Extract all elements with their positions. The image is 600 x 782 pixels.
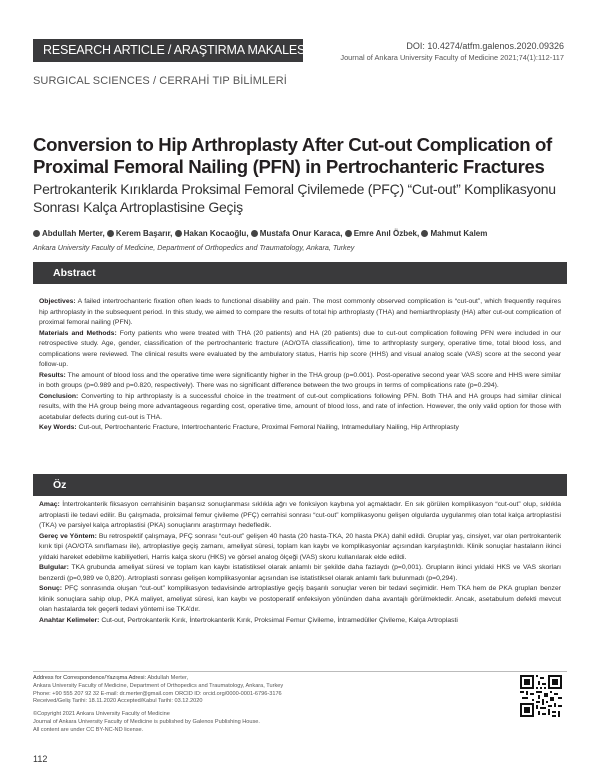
author[interactable]: Mustafa Onur Karaca, (251, 229, 343, 238)
affiliation: Ankara University Faculty of Medicine, Department of Orthopedics and Traumatology, Ankara, Turkey (33, 243, 355, 252)
copyright-line-1: ©Copyright 2021 Ankara University Faculty of Medicine (33, 711, 170, 718)
correspondence-line: Address for Correspondence/Yazışma Adresi: Abdullah Merter, (33, 675, 189, 681)
article-subtitle (33, 180, 578, 216)
author[interactable]: Kerem Başarır, (107, 229, 172, 238)
author[interactable]: Hakan Kocaoğlu, (175, 229, 249, 238)
oz-heading: Öz (33, 474, 567, 496)
copyright-line-2: Journal of Ankara University Faculty of Medicine is published by Galenos Publishing House. (33, 718, 260, 725)
orcid-icon[interactable] (33, 230, 40, 237)
abstract-body (39, 297, 561, 434)
abstract-objectives: Objectives: A failed intertrochanteric fixation often leads to functional disability and pain. The most commonly observed complication is “cut-out”, which frequently requires hip arthroplasty in the subsequent period. In this study, we aimed to compare the results of total hip arthroplasty (THA) and hemiarthroplasty (HA) after cut-out complication of proximal femoral nailing (PFN). (39, 298, 561, 326)
subtitle-line-2: Sonrası Kalça Artroplastisine Geçiş (33, 199, 243, 215)
submission-dates: Received/Geliş Tarihi: 18.11.2020 Accepted/Kabul Tarihi: 03.12.2020 (33, 698, 203, 705)
oz-keywords: Anahtar Kelimeler: Cut-out, Pertrokanterik Kırık, İntertrokanterik Kırık, Proksimal Femur Çivileme, İntramedüller Çivileme, Kalça Artroplasti (39, 616, 458, 624)
orcid-icon[interactable] (421, 230, 428, 237)
article-type-banner: RESEARCH ARTICLE / ARAŞTIRMA MAKALESİ (33, 39, 303, 62)
correspondence-info (33, 675, 453, 735)
orcid-icon[interactable] (107, 230, 114, 237)
article-title (33, 134, 573, 178)
section-label: SURGICAL SCIENCES / CERRAHİ TIP BİLİMLERİ (33, 75, 287, 87)
abstract-heading: Abstract (33, 262, 567, 284)
oz-body (39, 500, 561, 626)
author[interactable]: Mahmut Kalem (421, 229, 487, 238)
oz-yontem: Gereç ve Yöntem: Bu retrospektif çalışmaya, PFÇ sonrası “cut-out” gelişen 40 hasta (20 hasta-TKA, 20 hasta PKA) dahil edildi. Gruplar yaş, cinsiyet, var olan pertrokanterik kırık tipi (AO/OTA sınıflaması ile), artroplastiye geçiş zamanı, ameliyat süresi, toplam kan kaybı ve komplikasyonlar açısından karşılaştırıldı. Klinik sonuçlar hastaların ikinci yıldaki hareket edebilme kabiliyetleri, Harris kalça skoru (HKS) ve görsel analog ölçeği (VAS) skoru kullanılarak elde edildi. (39, 532, 561, 561)
doi-block (340, 40, 564, 64)
subtitle-line-1: Pertrokanterik Kırıklarda Proksimal Femoral Çivilemede (PFÇ) “Cut-out” Komplikasyonu (33, 181, 556, 197)
correspondence-address: Ankara University Faculty of Medicine, Department of Orthopedics and Traumatology, Ankara, Turkey (33, 682, 284, 689)
correspondence-contact[interactable]: Phone: +90 555 207 92 32 E-mail: dr.merter@gmail.com ORCID ID: orcid.org/0000-0001-6796-3176 (33, 690, 282, 697)
title-line-1: Conversion to Hip Arthroplasty After Cut-out Complication of (33, 134, 552, 155)
author[interactable]: Emre Anıl Özbek, (345, 229, 420, 238)
oz-sonuc: Sonuç: PFÇ sonrasında oluşan “cut-out” komplikasyon tedavisinde artroplastiye geçiş başarılı sonuçlar veren bir tedavi seçimidir. Hem TKA hem de PKA grupları benzer klinik sonuçlara sahip olup, PKA maliyet, ameliyat süresi, kan kaybı ve postoperatif enfeksiyon yönünden daha avantajlı görülmektedir. Ancak, asetabulum defekti mevcut olan hastalarda tek geçerli tedavi yöntemi ise TKA’dır. (39, 585, 561, 613)
abstract-methods: Materials and Methods: Forty patients who were treated with THA (20 patients) and HA (20 patients) due to cut-out complication following PFN were included in our retrospective study. Age, gender, classification of the pertrochanteric fracture (AO/OTA classification), time to arthroplasty surgery, operative time, total blood loss, and complications were reviewed. The clinical results were evaluated by the ambulatory status, Harris hip score (HHS) and visual analog scale (VAS) score at the second year follow-up. (39, 329, 561, 368)
page-number: 112 (33, 754, 48, 764)
license-line: All content are under CC BY-NC-ND license. (33, 726, 144, 733)
title-line-2: Proximal Femoral Nailing (PFN) in Pertrochanteric Fractures (33, 156, 545, 177)
journal-reference: Journal of Ankara University Faculty of Medicine 2021;74(1):112-117 (340, 53, 564, 62)
footer-divider (33, 671, 567, 672)
author-list (33, 229, 578, 238)
oz-bulgular: Bulgular: TKA grubunda ameliyat süresi ve toplam kan kaybı istatistiksel olarak anlamlı bir şekilde daha fazlaydı (p=0,001). Grupların ikinci yıldaki HKS ve VAS skorları benzerdi (p=0,989 ve 0,820). Artroplasti sonrası gelişen komplikasyonlar açısından ise istatistiksel olarak anlamlı fark bulunmadı (p=0,294). (39, 564, 561, 582)
doi[interactable]: DOI: 10.4274/atfm.galenos.2020.09326 (406, 41, 564, 51)
abstract-conclusion: Conclusion: Converting to hip arthroplasty is a successful choice in the treatment of cut-out complications following PFN. Both THA and HA groups had similar clinical results, with the HA group being more advantageous regarding cost, operative time, amount of blood loss, and rate of infection. However, the only valid option for those with acetabular defects during cut-out is THA. (39, 392, 562, 421)
oz-amac: Amaç: İntertrokanterik fiksasyon cerrahisinin başarısız sonuçlanması sıklıkla ağrı ve fonksiyon kaybına yol açmaktadır. En sık görülen komplikasyon “cut-out” olup, sıklıkla artroplasti ile tedavi edilir. Bu çalışmada, proksimal femur çivileme (PFÇ) cerrahisi sonrası “cut-out” komplikasyonu gelişen olgularda uygulanmış olan total kalça artroplastisi (TKA) ve parsiyel kalça artroplastisi (PKA) sonuçlarını araştırmayı hedefledik. (39, 501, 562, 529)
orcid-icon[interactable] (345, 230, 352, 237)
qr-code-icon (520, 675, 562, 717)
abstract-keywords: Key Words: Cut-out, Pertrochanteric Fracture, Intertrochanteric Fracture, Proximal Femoral Nailing, Intramedullary Nailing, Hip Arthroplasty (39, 424, 459, 431)
author[interactable]: Abdullah Merter, (33, 229, 105, 238)
orcid-icon[interactable] (175, 230, 182, 237)
abstract-results: Results: The amount of blood loss and the operative time were significantly higher in the THA group (p=0.001). Post-operative second year VAS score and HHS were similar in both groups (p=0.989 and p=0.820, respectively). There was no significant difference between the two groups in terms of complications rate (p=0.294). (39, 371, 561, 389)
orcid-icon[interactable] (251, 230, 258, 237)
